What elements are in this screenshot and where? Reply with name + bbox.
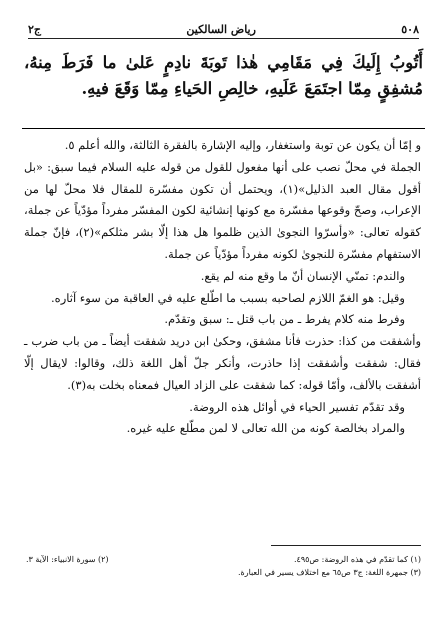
paragraph: والمراد بخالصة كونه من الله تعالى لا لمن مطّلع عليه غيره. (126, 421, 405, 436)
supplication-verse: أَتُوبُ إِلَيكَ فِي مَقَامِي هٰذا تَوبَةَ نادِمٍ عَلىٰ ما فَرَطَ مِنهُ، مُشفِقٍ مِمّا اجتَمَعَ عَلَيهِ، خالِصِ الحَياءِ مِمّا وَقَعَ فيهِ. (24, 53, 423, 98)
footnote-row (26, 566, 421, 579)
page-number: ٥٠٨ (401, 23, 419, 36)
paragraph: وقيل: هو الغمّ اللازم لصاحبه بسبب ما اطّلع عليه في العاقبة من سوء آثاره. (51, 290, 405, 305)
footnote-3: (٣) جمهرة اللغة: ج٣ ص٦٥ مع اختلاف يسير في العبارة. (237, 568, 421, 577)
header-divider (28, 38, 419, 39)
commentary-body (24, 135, 421, 440)
footnotes (26, 553, 421, 579)
paragraph: والندم: تمنّي الإنسان أنّ ما وقع منه لم يقع. (200, 268, 405, 283)
paragraph: وفرط منه كلام يفرط ـ من باب قتل ـ: سبق وتقدّم. (164, 312, 405, 327)
footnote-row (26, 553, 421, 566)
volume-label: ج٢ (28, 23, 42, 36)
book-title: رياض السالكين (186, 23, 256, 36)
footnote-divider (271, 545, 421, 546)
footnote-1: (١) كما تقدّم في هذه الروضة: ص٤٩٥. (293, 555, 421, 564)
paragraph: الجملة في محلّ نصب على أنها مفعول للقول من قوله عليه السلام فيما سبق: «بل أقول مقال العبد الذليل»(١)، ويحتمل أن تكون مفسّرة للمقال فلا محلّ لها من الإعراب، وصحّ وقوعها مفسّرة مع كونها إنشائية لكون المفسّر مفرداً مؤدّياً عن جملة، كقوله تعالى: «وأسرّوا النجوىٰ الذين ظلموا هل هذا إلّا بشر مثلكم»(٢)، فإنّ جملة الاستفهام مفسّرة للنجوىٰ لكونه مفرداً مؤدّياً عن جملة. (24, 159, 422, 261)
paragraph: و إمّا أن يكون عن توبة واستغفار، وإليه الإشارة بالفقرة الثالثة، والله أعلم ٥. (64, 138, 421, 152)
paragraph: وقد تقدّم تفسير الحياء في أوائل هذه الروضة. (189, 399, 405, 414)
footnote-2: (٢) سورة الانبياء: الآية ٣. (26, 555, 109, 564)
paragraph: وأشفقت من كذا: حذرت فأنا مشفق، وحكىٰ ابن دريد شفقت أيضاً ـ من باب ضرب ـ فقال: شفقت وأشفقت إذا حاذرت، وأنكر جلّ أهل اللغة ذلك، وقالوا: لايقال إلّا أشفقت بالألف، وأمّا قوله: كما شفقت على الزاد العيال فمعناه بخلت به(٣). (24, 334, 421, 392)
page-header (28, 20, 419, 36)
verse-divider (22, 128, 425, 129)
